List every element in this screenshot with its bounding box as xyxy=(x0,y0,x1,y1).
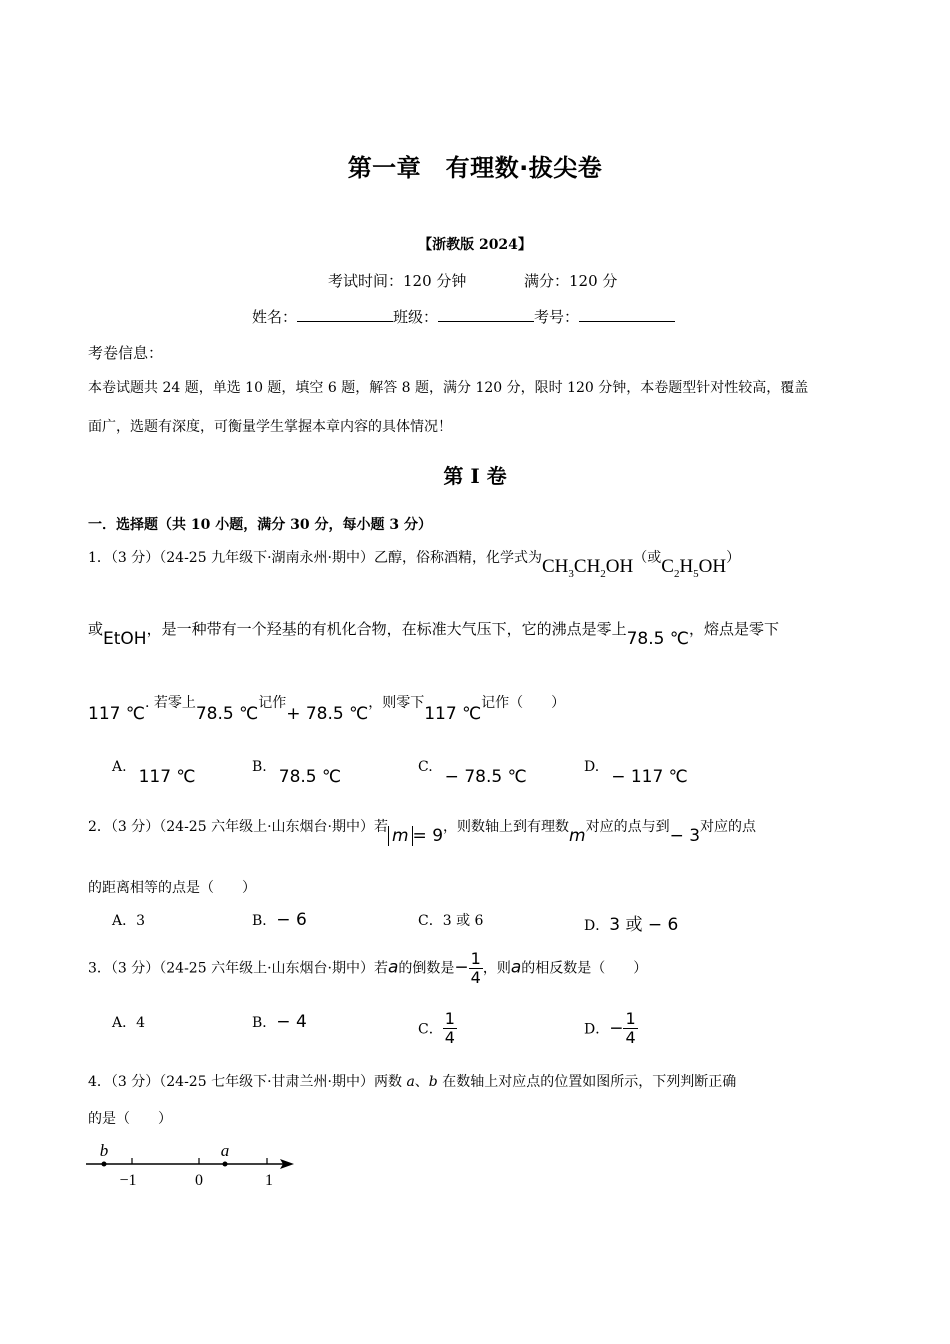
q3-text-3: ，则 xyxy=(482,960,511,977)
question-2-line-1 xyxy=(88,816,757,846)
name-blank[interactable] xyxy=(297,307,393,322)
part-title: 第 I 卷 xyxy=(443,464,507,488)
info-line-1: 本卷试题共 24 题，单选 10 题，填空 6 题，解答 8 题，满分 120 分，限时 120 分钟，本卷题型针对性较高，覆盖 xyxy=(88,380,809,396)
q1-option-c[interactable]: C. − 78.5 ℃ xyxy=(418,759,527,787)
q1-text-3: ，熔点是零下 xyxy=(688,620,779,638)
question-2-line-2: 的距离相等的点是（ ） xyxy=(88,880,256,896)
label-b: b xyxy=(99,1141,109,1160)
q3-prefix: 3．（3 分）（24-25 六年级上·山东烟台·期中）若 xyxy=(88,960,388,977)
q3-option-a[interactable]: A．4 xyxy=(112,1015,146,1031)
label-a: a xyxy=(220,1141,230,1160)
q3-option-d-fraction: $\frac{1}{4}$ xyxy=(625,1009,636,1047)
info-heading: 考卷信息： xyxy=(88,344,164,362)
exam-no-label: 考号： xyxy=(534,308,580,326)
q4-var-a: a xyxy=(406,1074,415,1090)
point-b xyxy=(102,1162,107,1167)
q1-or-1: （或 xyxy=(633,550,662,566)
name-label: 姓名： xyxy=(252,308,298,326)
tick-label-1: 1 xyxy=(265,1172,273,1189)
q3-fraction: $\frac{1}{4}$ xyxy=(470,949,481,987)
q2-text-2: ，则数轴上到有理数 xyxy=(443,819,570,835)
full-score: 满分：120 分 xyxy=(524,272,618,290)
q2-option-c[interactable]: C．3 或 6 xyxy=(418,913,484,929)
question-1-line-3 xyxy=(88,692,566,724)
section-title: 一．选择题（共 10 小题，满分 30 分，每小题 3 分） xyxy=(88,517,432,533)
q1-value-2: 117 ℃ xyxy=(88,704,145,724)
exam-time: 考试时间：120 分钟 xyxy=(328,272,467,290)
q3-option-b[interactable]: B．− 4 xyxy=(252,1012,307,1032)
q3-option-d[interactable]: D．− $\frac{1}{4}$ xyxy=(584,1009,636,1047)
q3-option-c-fraction: $\frac{1}{4}$ xyxy=(444,1009,455,1047)
q1-option-a[interactable]: A. 117 ℃ xyxy=(112,759,196,787)
q1-value-4: + 78.5 ℃ xyxy=(286,704,369,724)
question-3-line xyxy=(88,950,647,987)
class-blank[interactable] xyxy=(438,307,534,322)
class-label: 班级： xyxy=(393,308,439,326)
q1-option-b[interactable]: B. 78.5 ℃ xyxy=(252,759,342,787)
q1-text-7: 记作（ ） xyxy=(481,695,566,711)
q1-text-4: . 若零上 xyxy=(144,695,196,711)
question-4-line-2: 的是（ ） xyxy=(88,1111,172,1127)
q1-text-2: ，是一种带有一个羟基的有机化合物，在标准大气压下，它的沸点是零上 xyxy=(146,620,627,638)
q1-formula-3: EtOH xyxy=(103,629,147,649)
q1-value-1: 78.5 ℃ xyxy=(626,629,689,649)
info-line-2: 面广，选题有深度，可衡量学生掌握本章内容的具体情况！ xyxy=(88,419,452,435)
q2-option-d[interactable]: D．3 或 − 6 xyxy=(584,915,679,935)
number-line-figure xyxy=(84,1138,304,1194)
point-a xyxy=(223,1162,228,1167)
q1-prefix: 1．（3 分）（24-25 九年级下·湖南永州·期中）乙醇，俗称酒精，化学式为 xyxy=(88,550,542,566)
edition-label: 【浙教版 2024】 xyxy=(418,237,532,253)
tick-label-minus-1: −1 xyxy=(119,1172,137,1189)
q1-value-5: 117 ℃ xyxy=(424,704,482,724)
tick-label-0: 0 xyxy=(195,1172,203,1189)
student-info-line xyxy=(252,306,675,327)
q2-option-b[interactable]: B．− 6 xyxy=(252,910,307,930)
q2-option-a[interactable]: A．3 xyxy=(112,913,146,929)
q3-var-a: a xyxy=(387,957,399,978)
q2-var-m: m xyxy=(569,826,586,846)
q1-text-5: 记作 xyxy=(258,695,287,711)
q1-close-1: ） xyxy=(726,550,741,566)
q2-neg-3: − 3 xyxy=(669,826,701,846)
q1-value-3: 78.5 ℃ xyxy=(195,704,259,724)
q1-formula-2: $C_2H_5OH$ xyxy=(661,556,727,580)
q1-formula-1: $CH_3CH_2OH$ xyxy=(541,556,634,580)
q1-or-2: 或 xyxy=(88,620,104,638)
q4-prefix: 4．（3 分）（24-25 七年级下·甘肃兰州·期中）两数 xyxy=(88,1074,407,1090)
q1-option-d[interactable]: D. − 117 ℃ xyxy=(584,759,688,787)
exam-no-blank[interactable] xyxy=(579,307,675,322)
page-title: 第一章 有理数·拔尖卷 xyxy=(347,154,603,182)
q3-option-c[interactable]: C． $\frac{1}{4}$ xyxy=(418,1009,455,1047)
q4-var-b: b xyxy=(428,1074,438,1090)
question-1-line-1 xyxy=(88,546,741,580)
q2-text-4: 对应的点 xyxy=(700,819,757,835)
q3-text-4: 的相反数是（ ） xyxy=(521,960,648,977)
question-1-line-2 xyxy=(88,618,779,649)
q2-text-3: 对应的点与到 xyxy=(585,819,670,835)
q2-abs-equation: m = 9 xyxy=(388,826,443,846)
q3-var-a-2: a xyxy=(510,957,522,978)
q4-text-2: 在数轴上对应点的位置如图所示，下列判断正确 xyxy=(437,1074,737,1090)
q2-prefix: 2．（3 分）（24-25 六年级上·山东烟台·期中）若 xyxy=(88,819,388,835)
q1-text-6: ，则零下 xyxy=(368,695,425,711)
q3-text-2: 的倒数是 xyxy=(398,960,455,977)
q3-neg-sign: − xyxy=(454,957,469,978)
question-4-line-1 xyxy=(88,1071,736,1091)
q4-sep: 、 xyxy=(414,1074,429,1090)
